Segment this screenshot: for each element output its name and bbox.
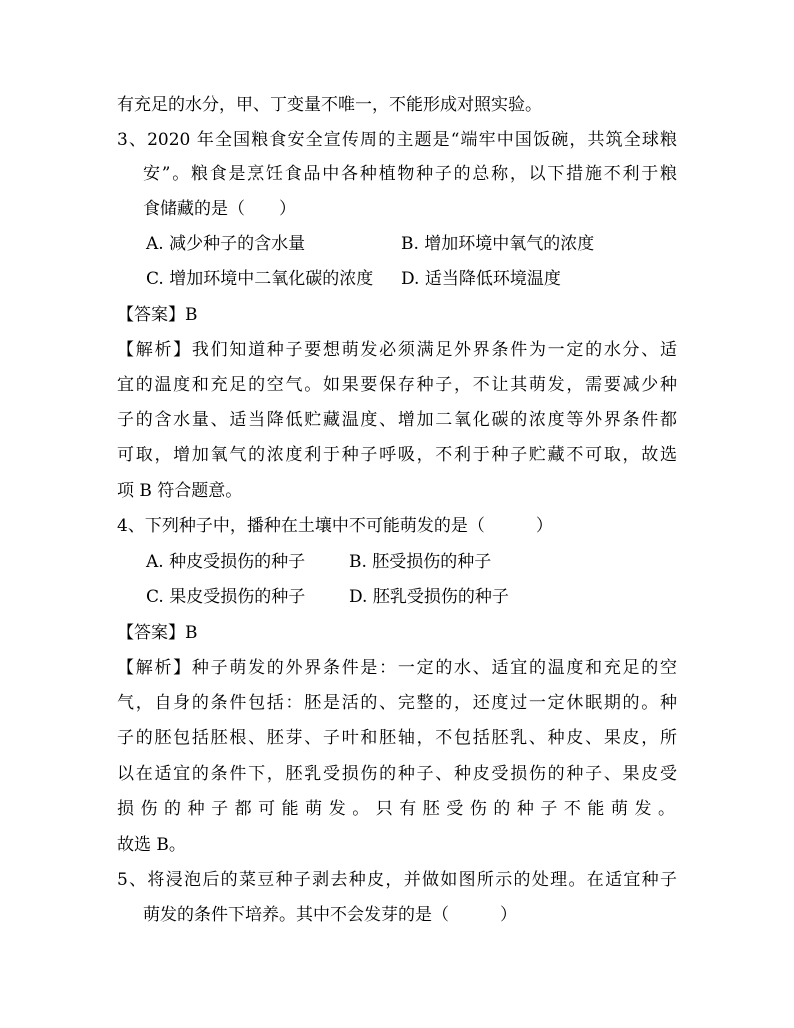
q5-stem-line-2: 萌发的条件下培养。其中不会发芽的是（ ） — [143, 905, 517, 925]
q3-answer-label: 【答案】 — [117, 305, 185, 325]
q3-analysis-line-5: 项 B 符合题意。 — [117, 481, 243, 501]
q4-option-d: D. 胚乳受损伤的种子 — [349, 587, 509, 607]
q3-options-row-2 — [146, 262, 706, 296]
q3-option-a: A. 减少种子的含水量 — [146, 234, 306, 254]
q5-stem-line-1: 5、将浸泡后的菜豆种子剥去种皮，并做如图所示的处理。在适宜种子 — [117, 870, 677, 890]
q4-analysis-label: 【解析】 — [117, 658, 192, 678]
q3-analysis-text-1: 我们知道种子要想萌发必须满足外界条件为一定的水分、适 — [191, 340, 678, 360]
q3-answer-value: B — [185, 305, 198, 325]
q4-analysis-line-2: 气，自身的条件包括：胚是活的、完整的，还度过一定休眠期的。种 — [117, 693, 677, 713]
q4-answer — [117, 616, 677, 650]
q4-analysis-line-5: 损伤的种子都可能萌发。只有胚受伤的种子不能萌发。 — [117, 799, 677, 819]
q3-analysis-label: 【解析】 — [117, 340, 192, 360]
q3-analysis-line-3: 子的含水量、适当降低贮藏温度、增加二氧化碳的浓度等外界条件都 — [117, 410, 677, 430]
q4-option-a: A. 种皮受损伤的种子 — [146, 552, 306, 572]
q4-options-row-1 — [146, 545, 706, 579]
q4-analysis-text-1: 种子萌发的外界条件是：一定的水、适宜的温度和充足的空 — [191, 658, 678, 678]
q3-stem-line-3: 食储藏的是（ ） — [143, 199, 296, 219]
q3-stem-line-1: 3、2020 年全国粮食安全宣传周的主题是“端牢中国饭碗，共筑全球粮 — [117, 130, 677, 150]
q4-stem: 4、下列种子中，播种在土壤中不可能萌发的是（ ） — [117, 516, 553, 536]
q4-analysis-line-3: 子的胚包括胚根、胚芽、子叶和胚轴，不包括胚乳、种皮、果皮，所 — [117, 728, 677, 748]
previous-analysis-tail: 有充足的水分，甲、丁变量不唯一，不能形成对照实验。 — [117, 95, 542, 115]
q4-option-b: B. 胚受损伤的种子 — [349, 552, 492, 572]
q3-answer — [117, 298, 677, 332]
q3-option-d: D. 适当降低环境温度 — [401, 269, 561, 289]
q4-analysis-line-4: 以在适宜的条件下，胚乳受损伤的种子、种皮受损伤的种子、果皮受 — [117, 764, 677, 784]
q3-analysis-line-4: 可取，增加氧气的浓度利于种子呼吸，不利于种子贮藏不可取，故选 — [117, 445, 677, 465]
q3-analysis-line-1 — [117, 333, 677, 367]
q3-option-b: B. 增加环境中氧气的浓度 — [401, 234, 595, 254]
q4-analysis-line-6: 故选 B。 — [117, 835, 186, 855]
q4-analysis-line-1 — [117, 651, 677, 685]
q4-option-c: C. 果皮受损伤的种子 — [146, 587, 306, 607]
q4-answer-value: B — [185, 623, 198, 643]
q3-stem-line-2: 安”。粮食是烹饪食品中各种植物种子的总称，以下措施不利于粮 — [143, 164, 677, 184]
q4-answer-label: 【答案】 — [117, 623, 185, 643]
q4-options-row-2 — [146, 580, 706, 614]
q3-options-row-1 — [146, 227, 706, 261]
q3-option-c: C. 增加环境中二氧化碳的浓度 — [146, 269, 374, 289]
q3-analysis-line-2: 宜的温度和充足的空气。如果要保存种子，不让其萌发，需要减少种 — [117, 375, 677, 395]
